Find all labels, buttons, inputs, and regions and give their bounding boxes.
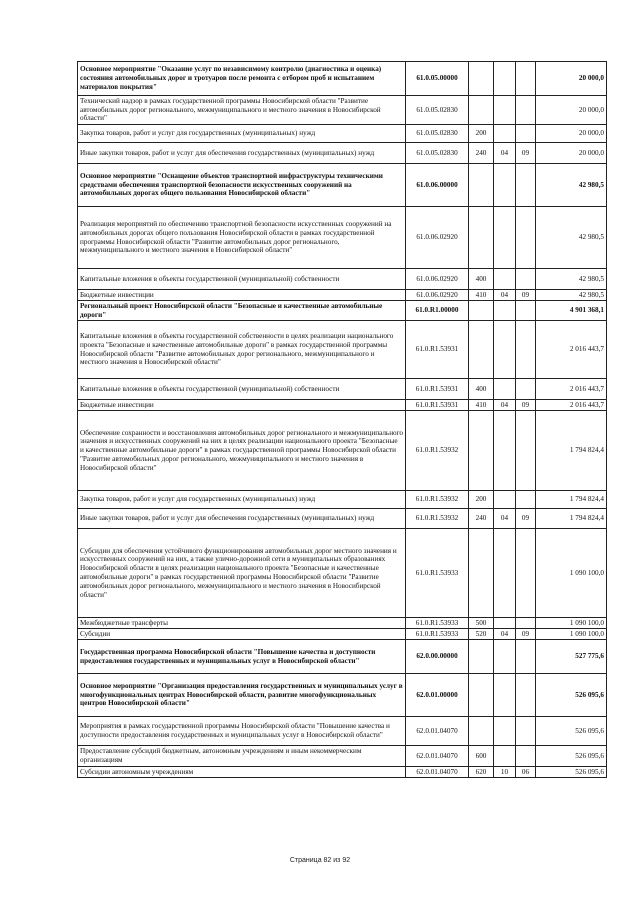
expense-type-cell: 410 [469, 400, 494, 411]
table-row [78, 143, 607, 164]
subsection-cell: 09 [516, 509, 536, 529]
subsection-cell: 09 [516, 629, 536, 640]
row-name-cell: Субсидии [78, 629, 406, 640]
row-name-cell: Межбюджетные трансферты [78, 618, 406, 629]
table-row [78, 640, 607, 674]
row-name-cell: Субсидии автономным учреждениям [78, 767, 406, 778]
target-article-cell: 62.0.00.00000 [406, 640, 469, 674]
table-row [78, 629, 607, 640]
section-cell [494, 207, 516, 269]
table-row [78, 269, 607, 290]
target-article-cell: 62.0.01.04070 [406, 767, 469, 778]
table-row [78, 125, 607, 143]
table-row [78, 207, 607, 269]
expense-type-cell [469, 321, 494, 379]
target-article-cell: 62.0.01.00000 [406, 674, 469, 717]
section-cell [494, 618, 516, 629]
table-row [78, 674, 607, 717]
row-name-cell: Бюджетные инвестиции [78, 290, 406, 301]
row-name-cell: Обеспечение сохранности и восстановления автомобильных дорог регионального и межмуниципального значения и искусственных сооружений на них в целях реализации национального проекта "Безопасные и качественные автомобильные дороги" в рамках государственной программы Новосибирской области "Развитие автомобильных дорог регионального, межмуниципального и местного значения в Новосибирской области" [78, 411, 406, 491]
table-row [78, 746, 607, 767]
row-name-cell: Государственная программа Новосибирской области "Повышение качества и доступности предоставления государственных и муниципальных услуг в Новосибирской области" [78, 640, 406, 674]
section-cell [494, 674, 516, 717]
subsection-cell [516, 411, 536, 491]
amount-cell: 526 095,6 [536, 674, 607, 717]
expense-type-cell: 240 [469, 143, 494, 164]
amount-cell: 20 000,0 [536, 143, 607, 164]
row-name-cell: Региональный проект Новосибирской области "Безопасные и качественные автомобильные дороги" [78, 301, 406, 321]
row-name-cell: Предоставление субсидий бюджетным, автономным учреждениям и иным некоммерческим организациям [78, 746, 406, 767]
target-article-cell: 61.0.05.00000 [406, 62, 469, 96]
row-name-cell: Закупка товаров, работ и услуг для государственных (муниципальных) нужд [78, 125, 406, 143]
row-name-cell: Основное мероприятие "Оказание услуг по независимому контролю (диагностика и оценка) состояния автомобильных дорог и тротуаров после ремонта с отбором проб и испытанием материалов покрытия" [78, 62, 406, 96]
table-row [78, 618, 607, 629]
expense-type-cell [469, 640, 494, 674]
section-cell: 04 [494, 290, 516, 301]
subsection-cell [516, 125, 536, 143]
expense-type-cell: 240 [469, 509, 494, 529]
subsection-cell [516, 640, 536, 674]
subsection-cell [516, 717, 536, 746]
subsection-cell: 09 [516, 290, 536, 301]
amount-cell: 1 794 824,4 [536, 509, 607, 529]
amount-cell: 1 090 100,0 [536, 618, 607, 629]
amount-cell: 42 980,5 [536, 207, 607, 269]
expense-type-cell [469, 62, 494, 96]
target-article-cell: 61.0.06.02920 [406, 269, 469, 290]
expense-type-cell: 200 [469, 491, 494, 509]
table-row [78, 301, 607, 321]
subsection-cell [516, 164, 536, 207]
section-cell [494, 411, 516, 491]
expense-type-cell [469, 717, 494, 746]
row-name-cell: Основное мероприятие "Оснащение объектов транспортной инфраструктуры техническими средствами обеспечения транспортной безопасности искусственных сооружений на автомобильных дорогах общего пользования Новосибирской области" [78, 164, 406, 207]
section-cell: 04 [494, 143, 516, 164]
table-row [78, 62, 607, 96]
row-name-cell: Технический надзор в рамках государственной программы Новосибирской области "Развитие автомобильных дорог регионального, межмуниципального и местного значения в Новосибирской области" [78, 96, 406, 125]
amount-cell: 42 980,5 [536, 164, 607, 207]
row-name-cell: Капитальные вложения в объекты государственной (муниципальной) собственности [78, 269, 406, 290]
table-row [78, 290, 607, 301]
expense-type-cell [469, 529, 494, 618]
section-cell: 04 [494, 400, 516, 411]
subsection-cell [516, 62, 536, 96]
table-row [78, 491, 607, 509]
section-cell: 04 [494, 629, 516, 640]
expense-type-cell [469, 674, 494, 717]
expense-type-cell [469, 96, 494, 125]
target-article-cell: 61.0.R1.53932 [406, 509, 469, 529]
target-article-cell: 61.0.R1.53932 [406, 491, 469, 509]
table-row [78, 164, 607, 207]
target-article-cell: 61.0.06.02920 [406, 290, 469, 301]
subsection-cell [516, 746, 536, 767]
section-cell: 04 [494, 509, 516, 529]
target-article-cell: 61.0.R1.53932 [406, 411, 469, 491]
amount-cell: 1 090 100,0 [536, 629, 607, 640]
section-cell: 10 [494, 767, 516, 778]
amount-cell: 42 980,5 [536, 269, 607, 290]
row-name-cell: Бюджетные инвестиции [78, 400, 406, 411]
row-name-cell: Субсидии для обеспечения устойчивого функционирования автомобильных дорог местного значения и искусственных сооружений на них, а также улично-дорожной сети в муниципальных образованиях Новосибирской области в целях реализации национального проекта "Безопасные и качественные автомобильные дороги" в рамках государственной программы Новосибирской области "Развитие автомобильных дорог регионального, межмуниципального и местного значения в Новосибирской области" [78, 529, 406, 618]
expense-type-cell: 600 [469, 746, 494, 767]
row-name-cell: Реализация мероприятий по обеспечению транспортной безопасности искусственных сооружений на автомобильных дорогах общего пользования Новосибирской области в рамках государственной программы Новосибирской области "Развитие автомобильных дорог регионального, межмуниципального и местного значения в Новосибирской области" [78, 207, 406, 269]
section-cell [494, 321, 516, 379]
target-article-cell: 62.0.01.04070 [406, 717, 469, 746]
target-article-cell: 61.0.06.02920 [406, 207, 469, 269]
table-row [78, 767, 607, 778]
expense-type-cell: 400 [469, 379, 494, 400]
target-article-cell: 61.0.06.00000 [406, 164, 469, 207]
target-article-cell: 61.0.R1.53931 [406, 379, 469, 400]
row-name-cell: Иные закупки товаров, работ и услуг для обеспечения государственных (муниципальных) нужд [78, 143, 406, 164]
section-cell [494, 640, 516, 674]
amount-cell: 527 775,6 [536, 640, 607, 674]
expense-type-cell: 400 [469, 269, 494, 290]
table-row [78, 529, 607, 618]
row-name-cell: Закупка товаров, работ и услуг для государственных (муниципальных) нужд [78, 491, 406, 509]
table-row [78, 411, 607, 491]
subsection-cell [516, 321, 536, 379]
amount-cell: 2 016 443,7 [536, 321, 607, 379]
section-cell [494, 164, 516, 207]
target-article-cell: 62.0.01.04070 [406, 746, 469, 767]
section-cell [494, 717, 516, 746]
section-cell [494, 96, 516, 125]
budget-table-body [78, 62, 607, 778]
subsection-cell: 09 [516, 400, 536, 411]
amount-cell: 526 095,6 [536, 717, 607, 746]
expense-type-cell: 620 [469, 767, 494, 778]
subsection-cell [516, 301, 536, 321]
table-row [78, 400, 607, 411]
amount-cell: 20 000,0 [536, 125, 607, 143]
subsection-cell [516, 96, 536, 125]
subsection-cell [516, 207, 536, 269]
amount-cell: 526 095,6 [536, 767, 607, 778]
subsection-cell [516, 618, 536, 629]
section-cell [494, 301, 516, 321]
section-cell [494, 269, 516, 290]
subsection-cell [516, 491, 536, 509]
row-name-cell: Капитальные вложения в объекты государственной (муниципальной) собственности [78, 379, 406, 400]
amount-cell: 2 016 443,7 [536, 379, 607, 400]
target-article-cell: 61.0.05.02830 [406, 96, 469, 125]
amount-cell: 20 000,0 [536, 62, 607, 96]
table-row [78, 379, 607, 400]
amount-cell: 1 090 100,0 [536, 529, 607, 618]
table-row [78, 717, 607, 746]
amount-cell: 2 016 443,7 [536, 400, 607, 411]
subsection-cell [516, 269, 536, 290]
subsection-cell [516, 674, 536, 717]
expense-type-cell: 500 [469, 618, 494, 629]
target-article-cell: 61.0.R1.53933 [406, 529, 469, 618]
row-name-cell: Иные закупки товаров, работ и услуг для обеспечения государственных (муниципальных) нужд [78, 509, 406, 529]
section-cell [494, 746, 516, 767]
amount-cell: 4 901 368,1 [536, 301, 607, 321]
budget-table [77, 61, 607, 778]
amount-cell: 1 794 824,4 [536, 491, 607, 509]
section-cell [494, 529, 516, 618]
expense-type-cell [469, 301, 494, 321]
table-row [78, 509, 607, 529]
row-name-cell: Капитальные вложения в объекты государственной собственности в целях реализации национального проекта "Безопасные и качественные автомобильные дороги" в рамках государственной программы Новосибирской области "Развитие автомобильных дорог регионального, межмуниципального и местного значения в Новосибирской области" [78, 321, 406, 379]
subsection-cell: 09 [516, 143, 536, 164]
section-cell [494, 62, 516, 96]
section-cell [494, 125, 516, 143]
subsection-cell [516, 529, 536, 618]
amount-cell: 1 794 824,4 [536, 411, 607, 491]
expense-type-cell [469, 207, 494, 269]
expense-type-cell [469, 164, 494, 207]
expense-type-cell: 410 [469, 290, 494, 301]
target-article-cell: 61.0.05.02830 [406, 143, 469, 164]
page-number: Страница 82 из 92 [289, 857, 351, 864]
amount-cell: 526 095,6 [536, 746, 607, 767]
target-article-cell: 61.0.R1.53931 [406, 400, 469, 411]
target-article-cell: 61.0.R1.00000 [406, 301, 469, 321]
target-article-cell: 61.0.R1.53931 [406, 321, 469, 379]
table-row [78, 96, 607, 125]
amount-cell: 42 980,5 [536, 290, 607, 301]
subsection-cell [516, 379, 536, 400]
expense-type-cell: 200 [469, 125, 494, 143]
target-article-cell: 61.0.R1.53933 [406, 618, 469, 629]
section-cell [494, 491, 516, 509]
expense-type-cell [469, 411, 494, 491]
target-article-cell: 61.0.05.02830 [406, 125, 469, 143]
target-article-cell: 61.0.R1.53933 [406, 629, 469, 640]
section-cell [494, 379, 516, 400]
row-name-cell: Мероприятия в рамках государственной программы Новосибирской области "Повышение качества и доступности предоставления государственных и муниципальных услуг в Новосибирской области" [78, 717, 406, 746]
amount-cell: 20 000,0 [536, 96, 607, 125]
table-row [78, 321, 607, 379]
expense-type-cell: 520 [469, 629, 494, 640]
row-name-cell: Основное мероприятие "Организация предоставления государственных и муниципальных услуг в многофункциональных центрах Новосибирской области, развитие многофункциональных центров Новосибирской области" [78, 674, 406, 717]
subsection-cell: 06 [516, 767, 536, 778]
